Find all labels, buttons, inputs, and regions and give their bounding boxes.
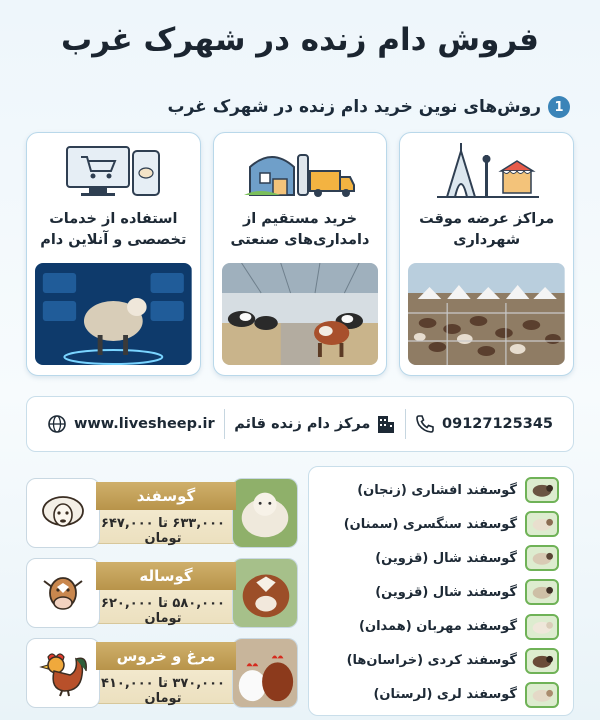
- list-item[interactable]: [323, 613, 559, 641]
- card-title: مراکز عرضه موقت شهرداری: [419, 211, 555, 249]
- list-item[interactable]: [323, 544, 559, 572]
- barn-photo: [222, 263, 379, 365]
- section-title: روش‌های نوین خرید دام زنده در شهرک غرب: [167, 97, 541, 117]
- product-price: ۶۳۳,۰۰۰ تا ۶۴۷,۰۰۰ تومان: [101, 516, 225, 546]
- sheep-thumbnail: [525, 648, 559, 674]
- website-url: www.livesheep.ir: [74, 416, 215, 432]
- sheep-thumbnail: [525, 545, 559, 571]
- page-title: فروش دام زنده در شهرک غرب: [61, 22, 539, 58]
- sheep-icon: [26, 478, 100, 548]
- product-name: گوساله: [96, 562, 236, 590]
- sheep-thumbnail: [525, 614, 559, 640]
- sheep-thumbnail: [525, 477, 559, 503]
- product-name: گوسفند: [96, 482, 236, 510]
- market-photo: [408, 263, 565, 365]
- phone-contact[interactable]: [415, 414, 553, 434]
- website-link[interactable]: [47, 414, 215, 434]
- breed-label: گوسفند افشاری (زنجان): [357, 482, 517, 498]
- list-item[interactable]: [323, 681, 559, 709]
- card-online-services[interactable]: [26, 132, 201, 376]
- center-name: مرکز دام زنده قائم: [234, 416, 371, 432]
- cow-icon: [26, 558, 100, 628]
- calf-photo: [232, 558, 298, 628]
- breed-label: گوسفند سنگسری (سمنان): [343, 516, 517, 532]
- breed-label: گوسفند کردی (خراسان‌ها): [346, 653, 517, 669]
- rooster-icon: [26, 638, 100, 708]
- chicken-photo: [232, 638, 298, 708]
- sheep-breeds-list: [308, 466, 574, 716]
- product-chicken[interactable]: [26, 638, 298, 708]
- phone-number: 09127125345: [442, 416, 553, 432]
- card-title: استفاده از خدمات تخصصی و آنلاین دام: [40, 211, 187, 249]
- product-sheep[interactable]: [26, 478, 298, 548]
- phone-icon: [415, 414, 435, 434]
- contact-bar: [26, 396, 574, 452]
- divider: [224, 409, 225, 439]
- price-list: [26, 478, 298, 708]
- azadi-tower-market-icon: [427, 141, 547, 199]
- breed-label: گوسفند لری (لرستان): [373, 687, 517, 703]
- sheep-thumbnail: [525, 682, 559, 708]
- card-municipal-centers[interactable]: [399, 132, 574, 376]
- sheep-photo: [232, 478, 298, 548]
- center-contact: [234, 414, 395, 434]
- list-item[interactable]: [323, 578, 559, 606]
- section-heading: [168, 96, 571, 118]
- breed-label: گوسفند شال (قزوین): [375, 550, 517, 566]
- product-calf[interactable]: [26, 558, 298, 628]
- product-price: ۳۷۰,۰۰۰ تا ۴۱۰,۰۰۰ تومان: [101, 676, 225, 706]
- divider: [405, 409, 406, 439]
- card-industrial-farms[interactable]: [213, 132, 388, 376]
- list-item[interactable]: [323, 510, 559, 538]
- building-icon: [377, 414, 395, 434]
- sheep-thumbnail: [525, 579, 559, 605]
- globe-icon: [47, 414, 67, 434]
- list-item[interactable]: [323, 647, 559, 675]
- farm-truck-icon: [240, 141, 360, 199]
- breed-label: گوسفند شال (قزوین): [375, 584, 517, 600]
- list-item[interactable]: [323, 476, 559, 504]
- digital-sheep-photo: [35, 263, 192, 365]
- product-price: ۵۸۰,۰۰۰ تا ۶۲۰,۰۰۰ تومان: [101, 596, 225, 626]
- sheep-thumbnail: [525, 511, 559, 537]
- section-number-badge: 1: [548, 96, 570, 118]
- methods-cards: [26, 132, 574, 376]
- card-title: خرید مستقیم از دامداری‌های صنعتی: [230, 211, 370, 249]
- online-shop-icon: [53, 141, 173, 199]
- breed-label: گوسفند مهربان (همدان): [359, 619, 517, 635]
- product-name: مرغ و خروس: [96, 642, 236, 670]
